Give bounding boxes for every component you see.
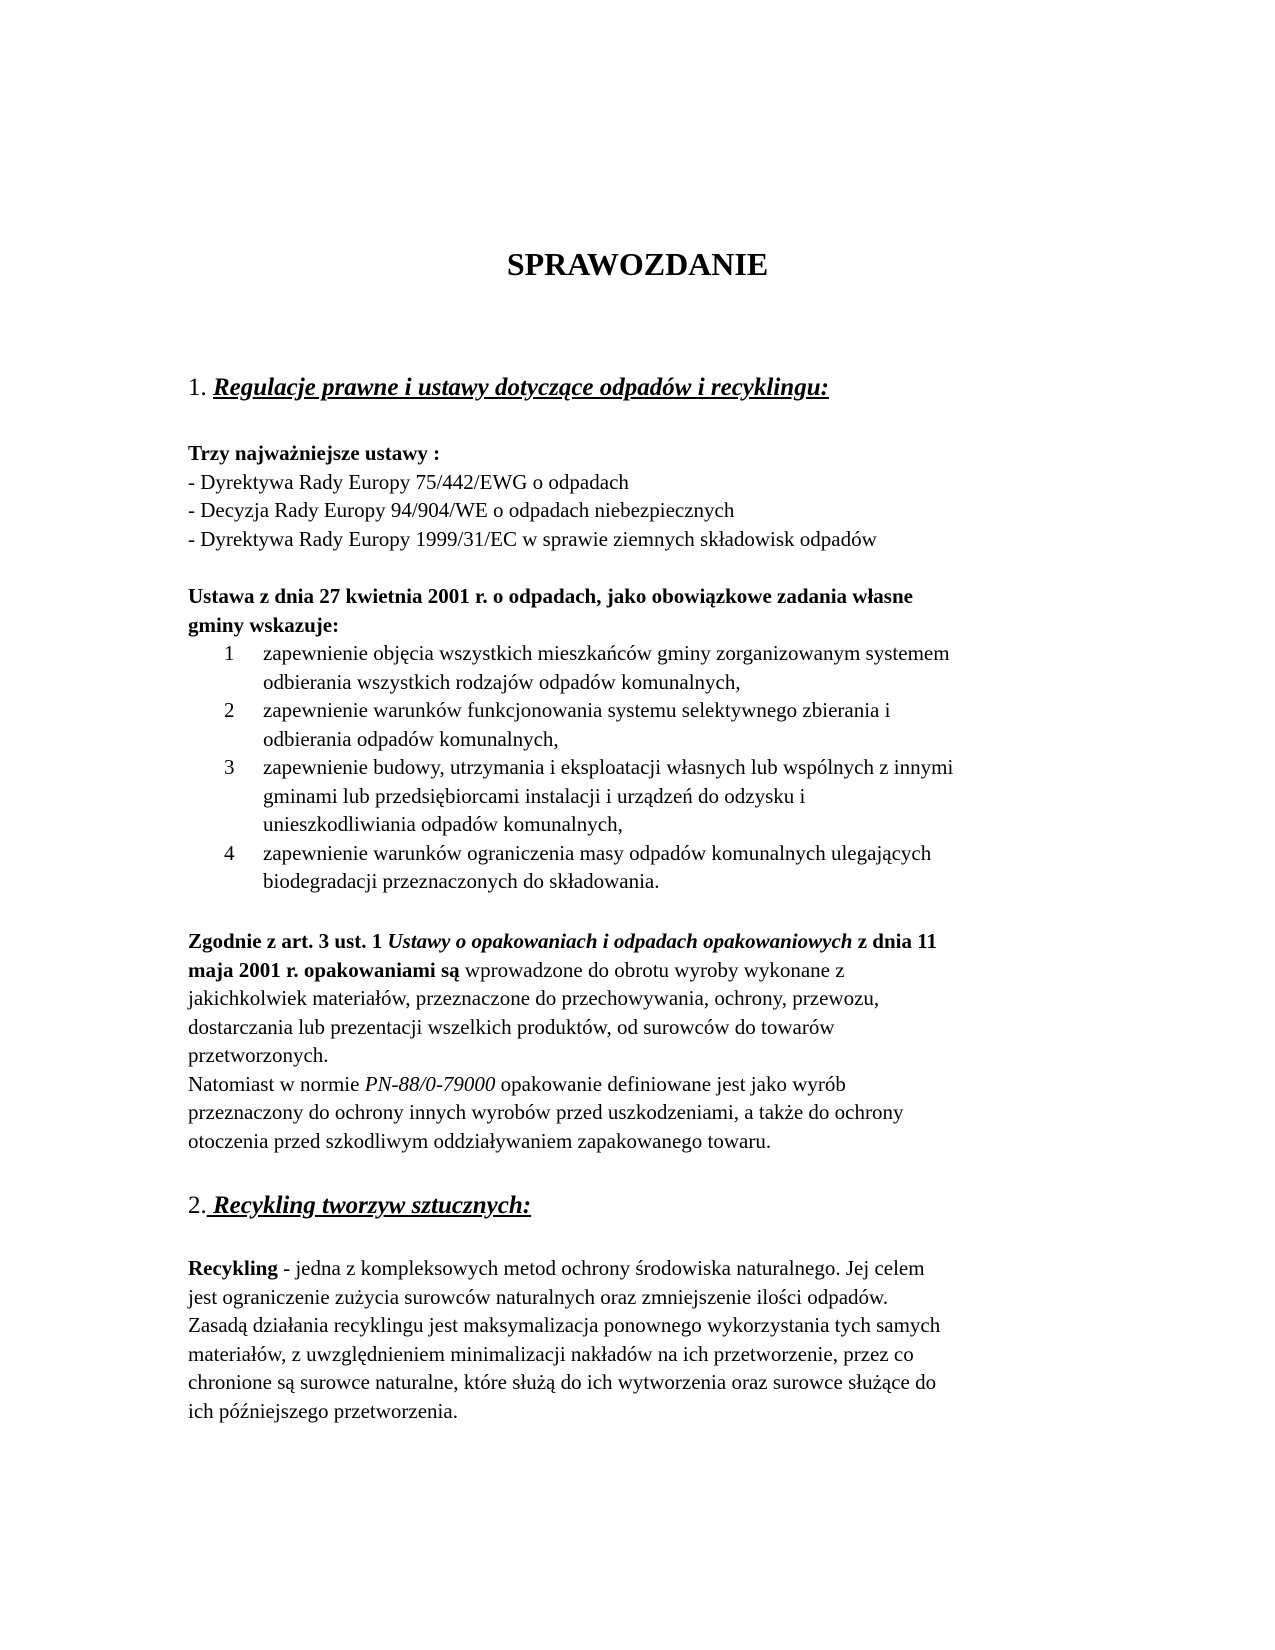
norm-after: opakowanie definiowane jest jako wyrób — [495, 1071, 846, 1096]
norm-line: przeznaczony do ochrony innych wyrobów przed uszkodzeniami, a także do ochrony — [188, 1100, 904, 1124]
section-2-title: Recykling tworzyw sztucznych: — [206, 1192, 532, 1219]
art3-block — [188, 927, 1088, 1155]
task-line: odbierania wszystkich rodzajów odpadów komunalnych, — [263, 669, 741, 694]
art3-line-2 — [188, 956, 1088, 985]
document-title: SPRAWOZDANIE — [506, 246, 769, 282]
task-item-3 — [188, 753, 1088, 839]
task-line: zapewnienie objęcia wszystkich mieszkańców gminy zorganizowanym systemem — [263, 641, 950, 665]
task-line: gminami lub przedsiębiorcami instalacji i urządzeń do odzysku i — [263, 783, 806, 808]
ustawa-intro-line-1: Ustawa z dnia 27 kwietnia 2001 r. o odpadach, jako obowiązkowe zadania własne — [188, 584, 913, 608]
section-2-number: 2. — [188, 1192, 207, 1219]
art3-line: dostarczania lub prezentacji wszelkich produktów, od surowców do towarów — [188, 1014, 835, 1039]
art3-bold-text: Zgodnie z art. 3 ust. 1 — [188, 929, 388, 953]
art3-bold-end: z dnia 11 — [852, 929, 938, 953]
law-item-3: - Dyrektywa Rady Europy 1999/31/EC w sprawie ziemnych składowisk odpadów — [188, 526, 877, 551]
laws-block — [188, 439, 1088, 553]
recycling-paragraph — [188, 1254, 1088, 1425]
task-line: biodegradacji przeznaczonych do składowania. — [263, 869, 660, 893]
norm-line-1 — [188, 1070, 1088, 1099]
recycling-line: ich późniejszego przetworzenia. — [188, 1398, 458, 1423]
recycling-line-1 — [188, 1254, 1088, 1283]
task-line: unieszkodliwiania odpadów komunalnych, — [263, 812, 623, 836]
task-item-1 — [188, 639, 1088, 696]
art3-line: przetworzonych. — [188, 1043, 329, 1067]
art3-line: jakichkolwiek materiałów, przeznaczone do przechowywania, ochrony, przewozu, — [188, 986, 880, 1010]
section-1-heading — [188, 372, 829, 404]
laws-intro: Trzy najważniejsze ustawy : — [188, 441, 441, 465]
task-number: 3 — [224, 755, 235, 779]
task-item-2 — [188, 696, 1088, 753]
norm-line: otoczenia przed szkodliwym oddziaływaniem zapakowanego towaru. — [188, 1128, 772, 1153]
task-number: 4 — [224, 840, 235, 865]
art3-bold-def: maja 2001 r. opakowaniami są — [188, 957, 460, 982]
recycling-definition-start: - jedna z kompleksowych metod ochrony środowiska naturalnego. Jej celem — [277, 1256, 925, 1280]
recycling-line: chronione są surowce naturalne, które służą do ich wytworzenia oraz surowce służące do — [188, 1370, 937, 1394]
recycling-line: materiałów, z uwzględnieniem minimalizacji nakładów na ich przetworzenie, przez co — [188, 1341, 914, 1366]
ustawa-block — [188, 582, 1088, 896]
task-item-4 — [188, 839, 1088, 896]
task-line: zapewnienie warunków ograniczenia masy odpadów komunalnych ulegających — [263, 840, 932, 865]
task-line: zapewnienie warunków funkcjonowania systemu selektywnego zbierania i — [263, 698, 891, 722]
task-number: 1 — [224, 641, 235, 665]
recycling-line: jest ograniczenie zużycia surowców naturalnych oraz zmniejszenie ilości odpadów. — [188, 1284, 889, 1309]
norm-code: PN-88/0-79000 — [364, 1071, 496, 1096]
task-number: 2 — [224, 698, 235, 722]
norm-before: Natomiast w normie — [188, 1071, 365, 1096]
law-item-2: - Decyzja Rady Europy 94/904/WE o odpadach niebezpiecznych — [188, 498, 735, 522]
art3-line-1 — [188, 927, 1088, 956]
recycling-term: Recykling — [188, 1256, 278, 1280]
section-2-heading — [188, 1190, 531, 1222]
law-item-1: - Dyrektywa Rady Europy 75/442/EWG o odpadach — [188, 469, 629, 494]
task-line: odbierania odpadów komunalnych, — [263, 726, 559, 751]
ustawa-intro-line-2: gminy wskazuje: — [188, 612, 340, 637]
section-1-title: Regulacje prawne i ustawy dotyczące odpadów i recyklingu: — [213, 374, 829, 401]
task-line: zapewnienie budowy, utrzymania i eksploatacji własnych lub wspólnych z innymi — [263, 755, 954, 779]
act-title: Ustawy o opakowaniach i odpadach opakowaniowych — [387, 929, 853, 953]
section-1-number: 1. — [188, 374, 207, 401]
art3-rest: wprowadzone do obrotu wyroby wykonane z — [459, 957, 845, 982]
recycling-line: Zasadą działania recyklingu jest maksymalizacja ponownego wykorzystania tych samych — [188, 1313, 941, 1337]
